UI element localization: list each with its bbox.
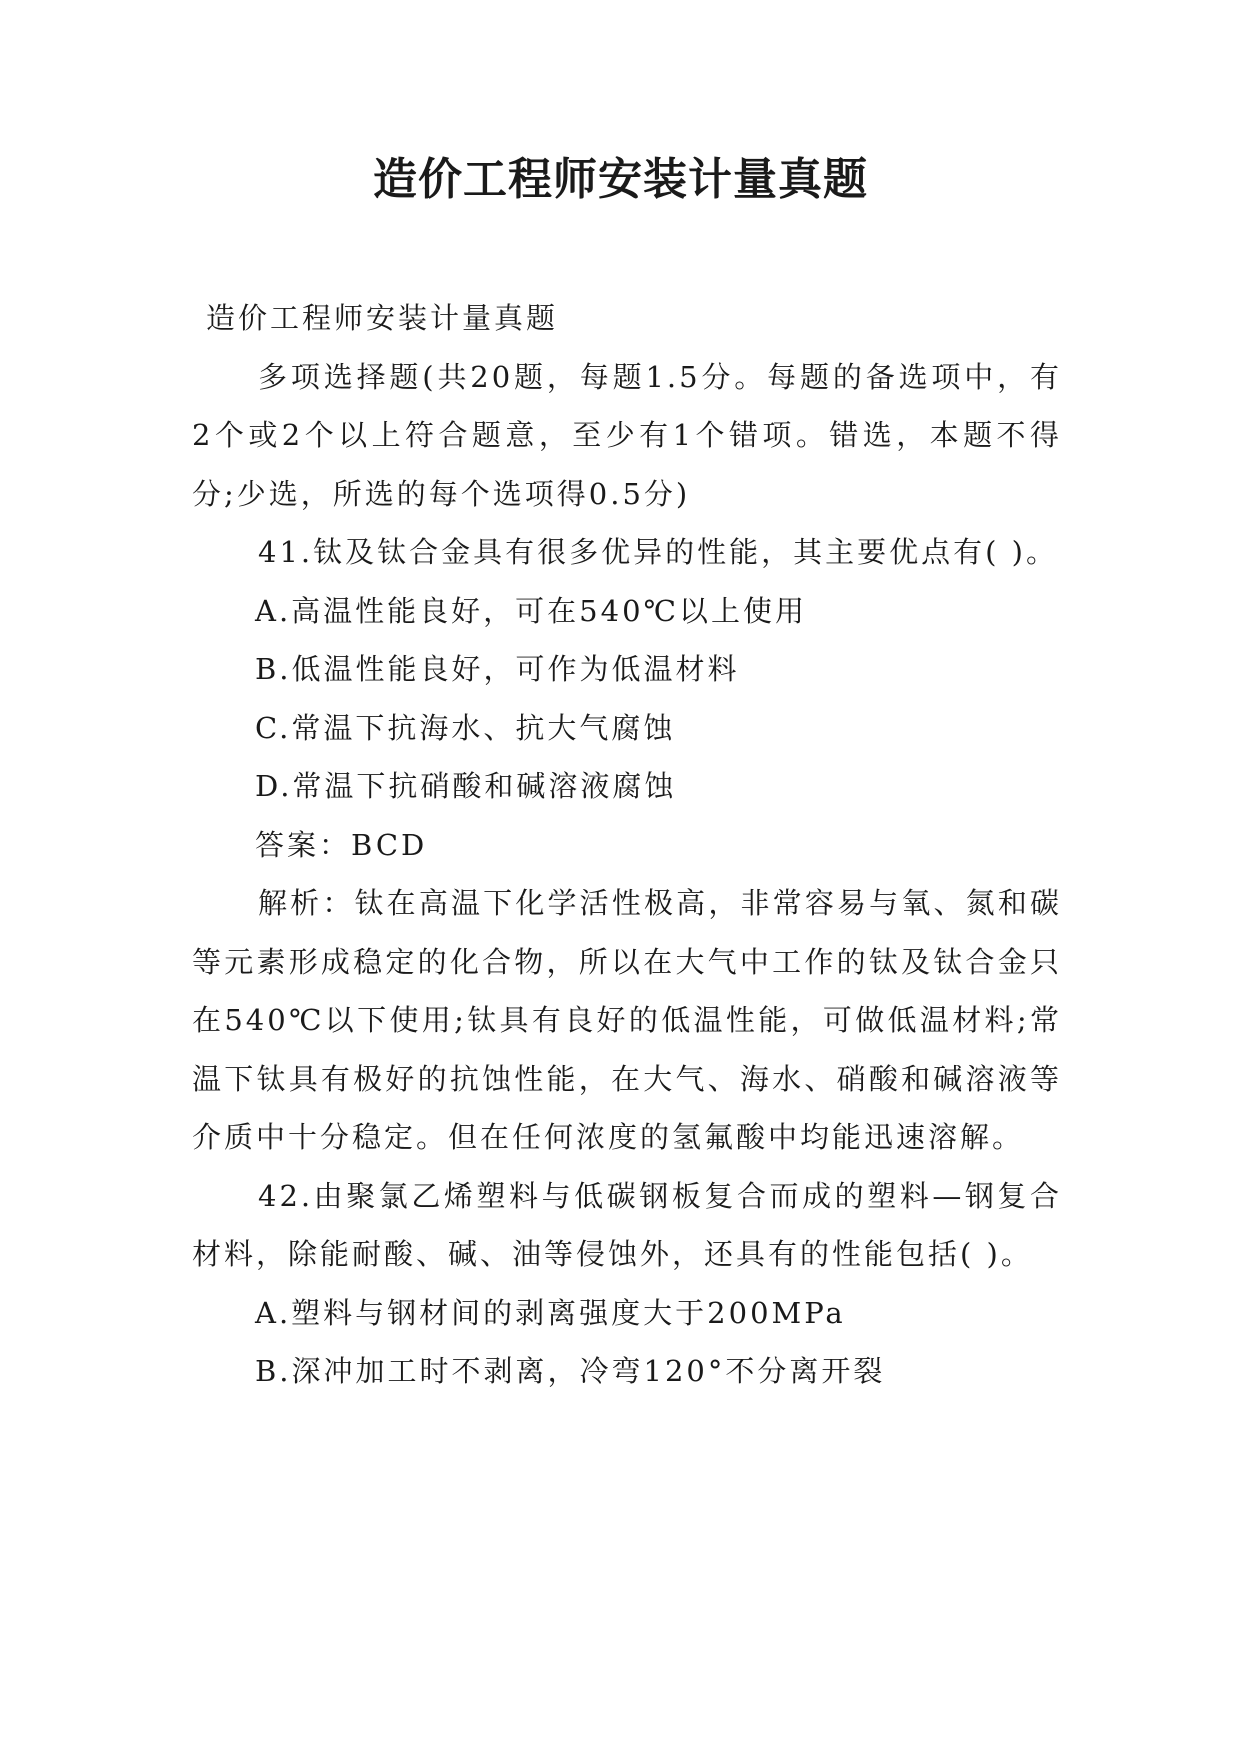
question-42-option-a: A.塑料与钢材间的剥离强度大于200MPa bbox=[255, 1295, 846, 1330]
document-body bbox=[192, 289, 1062, 1401]
question-41-stem: 41.钛及钛合金具有很多优异的性能，其主要优点有( )。 bbox=[258, 535, 1058, 569]
question-41-answer: 答案：BCD bbox=[255, 827, 428, 862]
question-42-stem: 42.由聚氯乙烯塑料与低碳钢板复合而成的塑料—钢复合材料，除能耐酸、碱、油等侵蚀外，还具有的性能包括( )。 bbox=[192, 1178, 1062, 1271]
question-41-option-d: D.常温下抗硝酸和碱溶液腐蚀 bbox=[255, 769, 677, 803]
question-42-option-b: B.深冲加工时不剥离，冷弯120°不分离开裂 bbox=[255, 1354, 886, 1388]
question-41-option-a: A.高温性能良好，可在540℃以上使用 bbox=[255, 593, 807, 628]
document-title: 造价工程师安装计量真题 bbox=[373, 154, 868, 205]
question-41-option-b: B.低温性能良好，可作为低温材料 bbox=[255, 652, 740, 686]
question-41-analysis: 解析：钛在高温下化学活性极高，非常容易与氧、氮和碳等元素形成稳定的化合物，所以在大气中工作的钛及钛合金只在540℃以下使用;钛具有良好的低温性能，可做低温材料;常温下钛具有极好的抗蚀性能，在大气、海水、硝酸和碱溶液等介质中十分稳定。但在任何浓度的氢氟酸中均能迅速溶解。 bbox=[192, 886, 1062, 1154]
document-subtitle: 造价工程师安装计量真题 bbox=[206, 301, 559, 335]
question-41-option-c: C.常温下抗海水、抗大气腐蚀 bbox=[255, 710, 676, 745]
section-intro: 多项选择题(共20题，每题1.5分。每题的备选项中，有2个或2个以上符合题意，至少有1个错项。错选，本题不得分;少选，所选的每个选项得0.5分) bbox=[192, 359, 1062, 511]
